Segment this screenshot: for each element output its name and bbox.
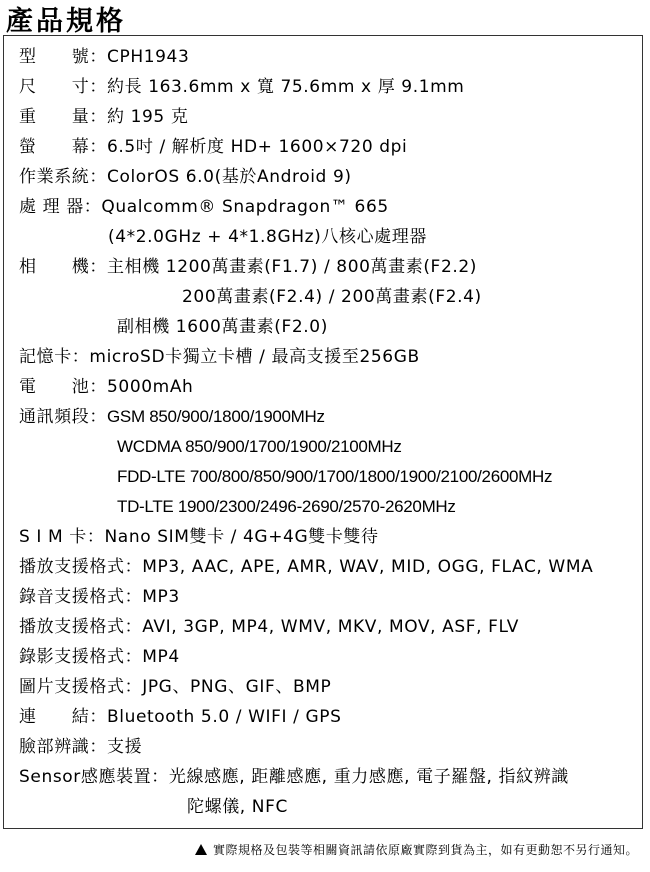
spec-label: S I M 卡： xyxy=(19,527,105,547)
spec-row-video-rec xyxy=(19,647,180,667)
spec-value: MP4 xyxy=(142,647,180,667)
spec-value: 副相機 1600萬畫素(F2.0) xyxy=(117,317,328,337)
spec-row-weight xyxy=(19,107,188,127)
spec-value: 支援 xyxy=(107,737,143,757)
spec-row-video-play xyxy=(19,617,519,637)
spec-row-cpu xyxy=(19,197,389,217)
spec-row-model xyxy=(19,47,189,67)
spec-label: 重 量： xyxy=(19,107,107,127)
spec-label: 圖片支援格式： xyxy=(19,677,143,697)
page-title: 產品規格 xyxy=(6,6,126,37)
spec-label: 電 池： xyxy=(19,377,107,397)
spec-label: 相 機： xyxy=(19,257,107,277)
spec-value: 光線感應, 距離感應, 重力感應, 電子羅盤, 指紋辨識 xyxy=(168,767,569,787)
spec-row-size xyxy=(19,77,464,97)
spec-label: 尺 寸： xyxy=(19,77,107,97)
spec-row-bands-wcdma xyxy=(117,437,402,457)
spec-label: 播放支援格式： xyxy=(19,617,143,637)
spec-row-image xyxy=(19,677,331,697)
spec-row-cpu-detail xyxy=(108,227,427,247)
spec-row-face xyxy=(19,737,142,757)
footer-note xyxy=(195,841,638,858)
spec-row-bands-fdd xyxy=(117,467,552,487)
spec-label: 記憶卡： xyxy=(19,347,90,367)
spec-row-connect xyxy=(19,707,341,727)
spec-label: 連 結： xyxy=(19,707,107,727)
footer-text: 實際規格及包裝等相關資訊請依原廠實際到貨為主，如有更動恕不另行通知。 xyxy=(212,843,638,857)
spec-row-camera xyxy=(19,257,477,277)
spec-row-camera-3 xyxy=(117,317,328,337)
spec-value: Bluetooth 5.0 / WIFI / GPS xyxy=(107,707,342,727)
spec-value: CPH1943 xyxy=(107,47,190,67)
spec-label: Sensor感應裝置： xyxy=(19,767,169,787)
spec-row-camera-2 xyxy=(182,287,482,307)
spec-value: 約長 163.6mm x 寬 75.6mm x 厚 9.1mm xyxy=(107,77,465,97)
spec-row-bands xyxy=(19,407,325,427)
spec-value: Nano SIM雙卡 / 4G+4G雙卡雙待 xyxy=(104,527,379,547)
spec-row-os xyxy=(19,167,352,187)
spec-label: 臉部辨識： xyxy=(19,737,107,757)
spec-row-audio-rec xyxy=(19,587,180,607)
spec-row-sim xyxy=(19,527,379,547)
spec-value: ColorOS 6.0(基於Android 9) xyxy=(107,167,352,187)
spec-value: 5000mAh xyxy=(107,377,194,397)
spec-value: 約 195 克 xyxy=(107,107,189,127)
spec-value: 200萬畫素(F2.4) / 200萬畫素(F2.4) xyxy=(182,287,482,307)
spec-label: 螢 幕： xyxy=(19,137,107,157)
spec-value: JPG、PNG、GIF、BMP xyxy=(142,677,332,697)
spec-row-battery xyxy=(19,377,193,397)
spec-row-sensor xyxy=(19,767,569,787)
spec-row-memory xyxy=(19,347,420,367)
spec-value: TD-LTE 1900/2300/2496-2690/2570-2620MHz xyxy=(117,497,456,516)
spec-row-screen xyxy=(19,137,407,157)
spec-row-sensor-2 xyxy=(187,797,288,817)
spec-value: 主相機 1200萬畫素(F1.7) / 800萬畫素(F2.2) xyxy=(107,257,478,277)
spec-value: 陀螺儀, NFC xyxy=(187,797,288,817)
spec-value: MP3, AAC, APE, AMR, WAV, MID, OGG, FLAC, WMA xyxy=(142,557,594,577)
spec-value: 6.5吋 / 解析度 HD+ 1600×720 dpi xyxy=(107,137,408,157)
spec-label: 播放支援格式： xyxy=(19,557,143,577)
spec-label: 通訊頻段： xyxy=(19,407,107,427)
spec-value: Qualcomm® Snapdragon™ 665 xyxy=(101,197,389,217)
spec-value: MP3 xyxy=(142,587,180,607)
spec-label: 型 號： xyxy=(19,47,107,67)
spec-value: WCDMA 850/900/1700/1900/2100MHz xyxy=(117,437,402,456)
spec-row-audio-play xyxy=(19,557,593,577)
spec-value: FDD-LTE 700/800/850/900/1700/1800/1900/2100/2600MHz xyxy=(117,467,553,486)
spec-label: 作業系統： xyxy=(19,167,107,187)
spec-value: microSD卡獨立卡槽 / 最高支援至256GB xyxy=(89,347,420,367)
spec-label: 處 理 器： xyxy=(19,197,102,217)
spec-label: 錄音支援格式： xyxy=(19,587,143,607)
spec-value: AVI, 3GP, MP4, WMV, MKV, MOV, ASF, FLV xyxy=(142,617,519,637)
warning-triangle-icon xyxy=(195,844,207,855)
spec-value: GSM 850/900/1800/1900MHz xyxy=(107,407,325,426)
spec-value: (4*2.0GHz + 4*1.8GHz)八核心處理器 xyxy=(108,227,427,247)
spec-label: 錄影支援格式： xyxy=(19,647,143,667)
spec-row-bands-td xyxy=(117,497,456,517)
